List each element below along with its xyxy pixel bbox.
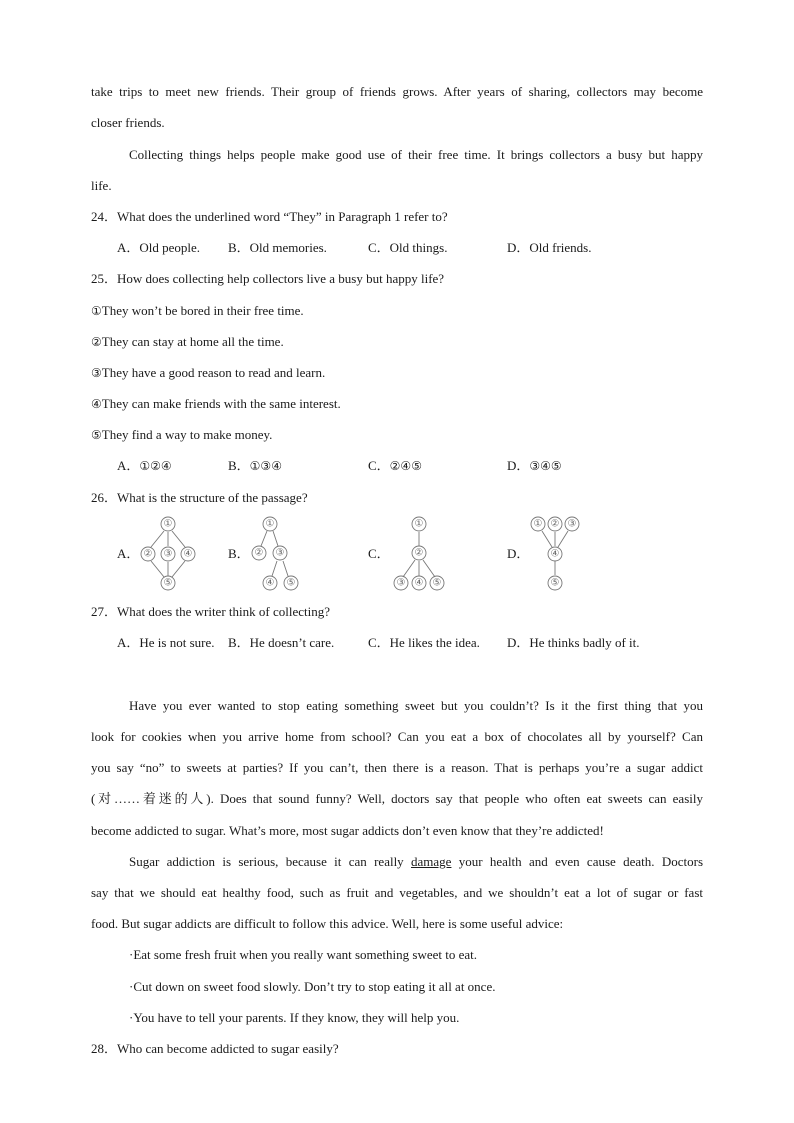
passage-line: Have you ever wanted to stop eating something sweet but you couldn’t? Is it the first thing that you	[129, 698, 703, 713]
question-27-stem: 27．What does the writer think of collecting?	[91, 604, 330, 619]
node-5: ⑤	[550, 577, 560, 589]
q25-option-c[interactable]	[368, 458, 422, 474]
passage-line	[129, 854, 703, 870]
passage-line: become addicted to sugar. What’s more, most sugar addicts don’t even know that they’re addicted!	[91, 823, 604, 838]
q25-option-a[interactable]	[117, 458, 172, 474]
structure-diagram-a	[137, 515, 207, 587]
q26-option-a-label[interactable]: A．	[117, 546, 140, 561]
node-1: ①	[533, 518, 543, 530]
passage-line: say that we should eat healthy food, such as fruit and vegetables, and we shouldn’t eat a lot of sugar or fast	[91, 885, 703, 900]
option-label: D．	[507, 458, 530, 473]
passage-line: look for cookies when you arrive home from school? Can you eat a box of chocolates all by yourself? Can	[91, 729, 703, 744]
q24-option-d[interactable]: D．Old friends.	[507, 240, 592, 255]
node-2: ②	[254, 547, 264, 559]
question-28-stem: 28．Who can become addicted to sugar easily?	[91, 1041, 339, 1056]
q27-option-a[interactable]: A．He is not sure.	[117, 635, 215, 650]
text-segment: your health and even cause death. Doctors	[451, 854, 704, 869]
q25-statement-1	[91, 303, 304, 319]
question-26-stem: 26．What is the structure of the passage?	[91, 490, 308, 505]
q25-statement-3	[91, 365, 325, 381]
statement-text: They have a good reason to read and learn.	[101, 365, 326, 380]
node-5: ⑤	[432, 577, 442, 589]
node-4: ④	[550, 548, 560, 560]
statement-text: They can stay at home all the time.	[101, 334, 284, 349]
advice-item-3: ·You have to tell your parents. If they know, they will help you.	[129, 1010, 460, 1025]
q25-statement-4	[91, 396, 341, 412]
q27-option-d[interactable]: D．He thinks badly of it.	[507, 635, 640, 650]
underlined-word: damage	[411, 854, 452, 869]
text-segment: Sugar addiction is serious, because it can really	[129, 854, 412, 869]
q24-option-c[interactable]: C．Old things.	[368, 240, 448, 255]
node-3: ③	[396, 577, 406, 589]
node-2: ②	[550, 518, 560, 530]
option-value: ①③④	[249, 459, 282, 473]
node-3: ③	[275, 547, 285, 559]
node-1: ①	[414, 518, 424, 530]
q24-option-a[interactable]: A．Old people.	[117, 240, 201, 255]
passage-line: closer friends.	[91, 115, 165, 130]
option-value: ③④⑤	[529, 459, 562, 473]
q26-option-c-label[interactable]: C．	[368, 546, 390, 561]
structure-diagram-b	[248, 515, 308, 590]
node-4: ④	[265, 577, 275, 589]
statement-text: They find a way to make money.	[101, 427, 273, 442]
option-label: B．	[228, 458, 250, 473]
passage-line: (对……着迷的人). Does that sound funny? Well, doctors say that people who often eat sweets can easily	[91, 791, 703, 806]
node-4: ④	[414, 577, 424, 589]
option-value: ②④⑤	[389, 459, 422, 473]
option-label: A．	[117, 458, 140, 473]
q25-statement-2	[91, 334, 284, 350]
node-3: ③	[567, 518, 577, 530]
passage-line: you say “no” to sweets at parties? If you can’t, then there is a reason. That is perhaps you’re a sugar addict	[91, 760, 703, 775]
circled-number-5: ⑤	[91, 428, 102, 442]
circled-number-3: ③	[91, 366, 102, 380]
statement-text: They can make friends with the same interest.	[101, 396, 341, 411]
passage-line: food. But sugar addicts are difficult to follow this advice. Well, here is some useful advice:	[91, 916, 564, 931]
node-3: ③	[163, 548, 173, 560]
passage-line: take trips to meet new friends. Their group of friends grows. After years of sharing, collectors may become	[91, 84, 703, 99]
advice-item-2: ·Cut down on sweet food slowly. Don’t try to stop eating it all at once.	[129, 979, 496, 994]
q25-option-d[interactable]	[507, 458, 562, 474]
node-1: ①	[163, 518, 173, 530]
q25-option-b[interactable]	[228, 458, 282, 474]
q24-option-b[interactable]: B．Old memories.	[228, 240, 327, 255]
circled-number-1: ①	[91, 304, 102, 318]
q25-statement-5	[91, 427, 272, 443]
node-4: ④	[183, 548, 193, 560]
q26-option-d-label[interactable]: D．	[507, 546, 530, 561]
structure-diagram-c	[390, 515, 450, 591]
advice-item-1: ·Eat some fresh fruit when you really want something sweet to eat.	[129, 947, 478, 962]
statement-text: They won’t be bored in their free time.	[101, 303, 304, 318]
passage-line: life.	[91, 178, 112, 193]
passage-line: Collecting things helps people make good use of their free time. It brings collectors a busy but happy	[129, 147, 703, 162]
node-5: ⑤	[286, 577, 296, 589]
circled-number-4: ④	[91, 397, 102, 411]
node-2: ②	[143, 548, 153, 560]
q27-option-b[interactable]: B．He doesn’t care.	[228, 635, 335, 650]
circled-number-2: ②	[91, 335, 102, 349]
question-25-stem: 25．How does collecting help collectors live a busy but happy life?	[91, 271, 445, 286]
node-2: ②	[414, 547, 424, 559]
q27-option-c[interactable]: C．He likes the idea.	[368, 635, 480, 650]
question-24-stem: 24．What does the underlined word “They” in Paragraph 1 refer to?	[91, 209, 448, 224]
option-value: ①②④	[139, 459, 172, 473]
option-label: C．	[368, 458, 390, 473]
q26-option-b-label[interactable]: B．	[228, 546, 250, 561]
node-1: ①	[265, 518, 275, 530]
node-5: ⑤	[163, 577, 173, 589]
structure-diagram-d	[527, 515, 587, 591]
